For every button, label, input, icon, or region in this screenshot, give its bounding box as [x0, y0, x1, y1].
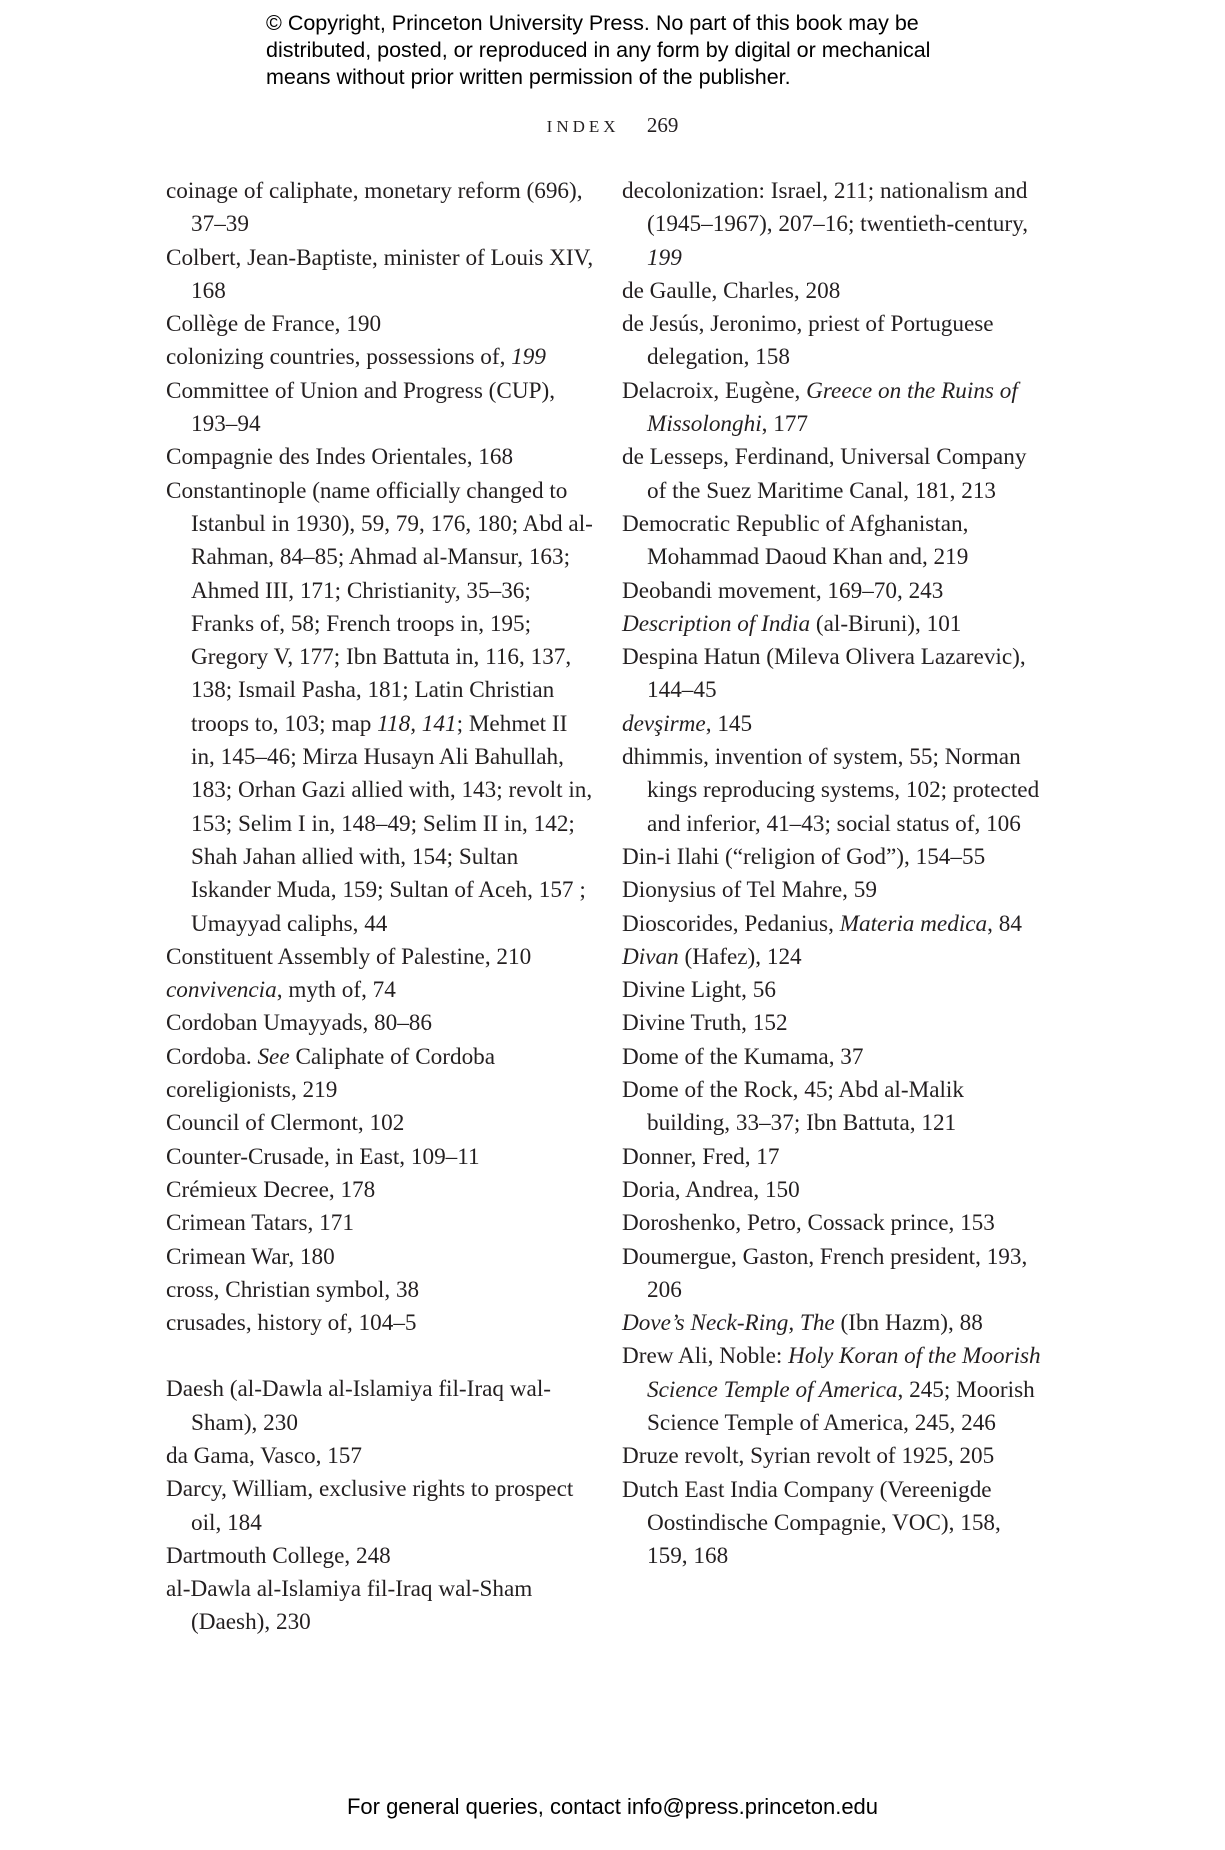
- index-entry-italic: convivencia: [166, 977, 277, 1004]
- index-entry: [622, 575, 1042, 608]
- index-entry-text: Democratic Republic of Afghanistan, Mohammad Daoud Khan and, 219: [622, 510, 969, 571]
- index-entry: [166, 1107, 596, 1140]
- index-entry: [622, 508, 1042, 575]
- index-entry-text: (al-Biruni), 101: [810, 610, 962, 637]
- index-entry-text: al-Dawla al-Islamiya fil-Iraq wal-Sham (Daesh), 230: [166, 1576, 533, 1636]
- index-entry-text: , 245; Moorish Science Temple of America, 245, 246: [647, 1376, 1035, 1436]
- index-entry-italic: 199: [647, 244, 682, 271]
- index-entry-text: dhimmis, invention of system, 55; Norman kings reproducing systems, 102; protected and inferior, 41–43; social status of, 106: [622, 744, 1040, 837]
- index-entry-text: Drew Ali, Noble:: [622, 1343, 789, 1370]
- index-entry-text: Divine Light, 56: [622, 977, 776, 1004]
- index-entry: [622, 1207, 1042, 1240]
- index-entry-text: decolonization: Israel, 211; nationalism and (1945–1967), 207–16; twentieth-century,: [622, 178, 1029, 238]
- index-entry-text: (Ibn Hazm), 88: [834, 1310, 983, 1337]
- index-entry-text: Constituent Assembly of Palestine, 210: [166, 943, 532, 970]
- index-entry: [622, 974, 1042, 1007]
- index-entry: [622, 1307, 1042, 1340]
- index-entry-text: Dioscorides, Pedanius,: [622, 910, 840, 937]
- index-entry-text: Collège de France, 190: [166, 311, 382, 338]
- index-entry: [622, 308, 1042, 375]
- index-entry-text: Colbert, Jean-Baptiste, minister of Louis XIV, 168: [166, 244, 594, 304]
- index-entry: [622, 1041, 1042, 1074]
- index-entry: [622, 841, 1042, 874]
- index-entry-italic: Dove’s Neck-Ring, The: [622, 1310, 835, 1337]
- index-entry: [622, 275, 1042, 308]
- index-entry-text: , 84: [987, 910, 1022, 937]
- index-entry: [166, 308, 596, 341]
- index-entry-text: , myth of, 74: [276, 977, 396, 1004]
- index-entry-text: Council of Clermont, 102: [166, 1110, 405, 1137]
- index-entry: [166, 1207, 596, 1240]
- index-entry-text: Dutch East India Company (Vereenigde Oostindische Compagnie, VOC), 158, 159, 168: [622, 1476, 1001, 1570]
- index-entry: [166, 1274, 596, 1307]
- index-entry-italic: See: [257, 1043, 290, 1070]
- index-entry-text: da Gama, Vasco, 157: [166, 1442, 362, 1469]
- index-entry: [166, 242, 596, 309]
- index-entry-text: de Gaulle, Charles, 208: [622, 277, 841, 304]
- running-head-label: INDEX: [546, 117, 620, 136]
- index-entry-italic: Materia medica: [839, 910, 988, 937]
- index-entry-text: colonizing countries, possessions of,: [166, 344, 512, 371]
- index-entry-italic: devşirme: [622, 710, 706, 737]
- index-entry-text: Crimean War, 180: [166, 1243, 335, 1270]
- index-entry-text: Druze revolt, Syrian revolt of 1925, 205: [622, 1443, 995, 1470]
- index-entry-text: Dionysius of Tel Mahre, 59: [622, 877, 877, 904]
- index-entry: [166, 1241, 596, 1274]
- index-entry: [166, 1307, 596, 1340]
- index-entry-text: Doumergue, Gaston, French president, 193, 206: [622, 1243, 1028, 1303]
- index-entry: [166, 1373, 596, 1440]
- index-entry: [622, 1007, 1042, 1040]
- copyright-notice: [266, 10, 1026, 91]
- letter-section-gap: [166, 1340, 596, 1373]
- index-entry-text: de Lesseps, Ferdinand, Universal Company of the Suez Maritime Canal, 181, 213: [622, 444, 1027, 504]
- index-entry: [166, 941, 596, 974]
- index-entry-text: Darcy, William, exclusive rights to prospect oil, 184: [166, 1476, 574, 1536]
- index-entry-text: cross, Christian symbol, 38: [166, 1276, 420, 1303]
- index-column-right: [622, 175, 1042, 1573]
- index-entry-italic: Divan: [622, 943, 679, 970]
- index-entry: [166, 1473, 596, 1540]
- index-entry-text: Doria, Andrea, 150: [622, 1176, 800, 1203]
- index-entry-text: (Hafez), 124: [678, 943, 802, 970]
- index-entry-text: Din-i Ilahi (“religion of God”), 154–55: [622, 843, 986, 870]
- index-entry: [622, 608, 1042, 641]
- index-entry-text: Cordoban Umayyads, 80–86: [166, 1010, 432, 1037]
- index-entry-text: Compagnie des Indes Orientales, 168: [166, 444, 514, 471]
- index-entry: [622, 1174, 1042, 1207]
- page-number: 269: [646, 113, 679, 137]
- index-entry-text: , 145: [705, 710, 753, 737]
- copyright-line: means without prior written permission of the publisher.: [266, 65, 791, 89]
- index-entry-text: , 177: [761, 411, 809, 438]
- index-entry: [166, 1007, 596, 1040]
- index-entry: [622, 1141, 1042, 1174]
- index-entry: [622, 175, 1042, 275]
- index-entry: [166, 1573, 596, 1640]
- index-entry-text: Dome of the Kumama, 37: [622, 1043, 864, 1070]
- index-entry-text: Counter-Crusade, in East, 109–11: [166, 1143, 480, 1170]
- index-entry-text: Crémieux Decree, 178: [166, 1176, 376, 1203]
- index-entry: [166, 441, 596, 474]
- index-entry-italic: Description of India: [622, 610, 811, 637]
- index-entry-text: Deobandi movement, 169–70, 243: [622, 577, 944, 604]
- index-entry: [622, 908, 1042, 941]
- index-entry: [622, 941, 1042, 974]
- index-entry: [622, 441, 1042, 508]
- index-entry: [166, 475, 596, 941]
- footer-contact: For general queries, contact info@press.princeton.edu: [346, 1794, 879, 1819]
- index-entry: [166, 1440, 596, 1473]
- index-entry-text: Caliphate of Cordoba: [289, 1043, 496, 1070]
- index-entry: [622, 1474, 1042, 1574]
- index-entry-text: Committee of Union and Progress (CUP), 193–94: [166, 377, 556, 438]
- index-entry: [622, 708, 1042, 741]
- index-entry: [166, 1174, 596, 1207]
- index-entry: [166, 1141, 596, 1174]
- index-entry-text: de Jesús, Jeronimo, priest of Portuguese delegation, 158: [622, 311, 994, 371]
- index-entry-text: Despina Hatun (Mileva Olivera Lazarevic), 144–45: [622, 644, 1026, 704]
- index-entry-text: Delacroix, Eugène,: [622, 377, 807, 404]
- index-entry: [622, 741, 1042, 841]
- index-entry-text: Cordoba.: [166, 1043, 258, 1070]
- index-entry-italic: Holy Koran of the Moorish Science Temple of America: [647, 1343, 1041, 1403]
- index-entry: [622, 874, 1042, 907]
- index-column-left: [166, 175, 596, 1640]
- index-entry: [622, 1440, 1042, 1473]
- index-entry: [166, 1540, 596, 1573]
- index-entry-text: Crimean Tatars, 171: [166, 1210, 354, 1237]
- index-entry: [622, 1340, 1042, 1440]
- running-head: [0, 113, 1225, 138]
- index-entry: [166, 974, 596, 1007]
- index-entry-text: Constantinople (name officially changed to Istanbul in 1930), 59, 79, 176, 180; Abd al-Rahman, 84–85; Ahmad al-Mansur, 163; Ahmed III, 171; Christianity, 35–36; Franks of, 58; French troops in, 195; Gregory V, 177; Ibn Battuta in, 116, 137, 138; Ismail Pasha, 181; Latin Christian troops to, 103; map: [166, 477, 593, 737]
- index-entry-text: crusades, history of, 104–5: [166, 1310, 417, 1337]
- index-entry-text: Divine Truth, 152: [622, 1010, 788, 1037]
- index-entry: [622, 641, 1042, 708]
- index-entry-text: Dartmouth College, 248: [166, 1542, 391, 1569]
- copyright-line: © Copyright, Princeton University Press. No part of this book may be: [266, 11, 919, 35]
- index-entry-text: coinage of caliphate, monetary reform (696), 37–39: [166, 178, 583, 238]
- index-entry-text: Dome of the Rock, 45; Abd al-Malik building, 33–37; Ibn Battuta, 121: [622, 1077, 964, 1137]
- index-entry: [166, 1074, 596, 1107]
- index-entry-italic: Greece on the Ruins of Missolonghi: [647, 377, 1018, 438]
- index-entry-text: coreligionists, 219: [166, 1077, 338, 1104]
- index-entry-text: Doroshenko, Petro, Cossack prince, 153: [622, 1210, 995, 1237]
- index-entry: [622, 375, 1042, 442]
- index-entry-text: Daesh (al-Dawla al-Islamiya fil-Iraq wal-Sham), 230: [166, 1376, 551, 1436]
- copyright-line: distributed, posted, or reproduced in any form by digital or mechanical: [266, 38, 931, 62]
- index-entry: [166, 1041, 596, 1074]
- index-entry: [166, 375, 596, 442]
- index-entry-text: ; Mehmet II in, 145–46; Mirza Husayn Ali Bahullah, 183; Orhan Gazi allied with, 143; revolt in, 153; Selim I in, 148–49; Selim II in, 142; Shah Jahan allied with, 154; Sultan Iskander Muda, 159; Sultan of Aceh, 157 ; Umayyad caliphs, 44: [191, 710, 593, 937]
- index-entry: [166, 341, 596, 374]
- index-entry-italic: 118, 141: [377, 710, 457, 737]
- index-entry: [166, 175, 596, 242]
- index-entry-italic: 199: [511, 344, 546, 371]
- index-entry: [622, 1074, 1042, 1141]
- index-entry: [622, 1241, 1042, 1308]
- index-entry-text: Donner, Fred, 17: [622, 1143, 780, 1170]
